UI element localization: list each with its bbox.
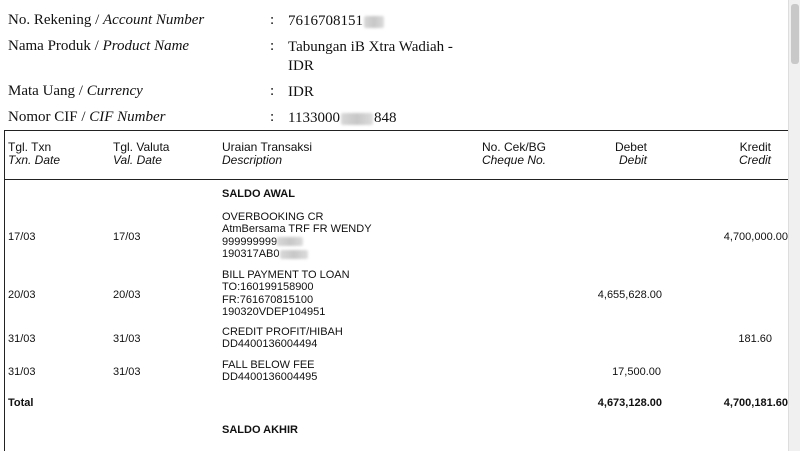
redacted-mask	[280, 250, 308, 259]
cif-number-value: 1133000 848	[288, 110, 397, 126]
description: FALL BELOW FEE DD4400136004495	[222, 359, 318, 384]
total-debit: 4,673,128.00	[597, 397, 662, 409]
txn-date: 20/03	[8, 289, 36, 301]
colon: :	[270, 83, 275, 99]
header-description: Uraian Transaksi Description	[222, 140, 313, 167]
account-info	[0, 0, 800, 130]
currency-value: IDR	[288, 84, 314, 100]
opening-balance-label: SALDO AWAL	[222, 188, 295, 200]
redacted-mask	[277, 237, 303, 246]
transactions-table	[0, 130, 800, 451]
account-number-value: 7616708151	[288, 12, 384, 31]
header-cheque-no: No. Cek/BG Cheque No.	[481, 140, 546, 167]
redacted-mask	[341, 113, 373, 125]
credit-amount: 181.60	[738, 333, 772, 345]
header-credit: Kredit Credit	[738, 140, 771, 167]
colon: :	[270, 109, 275, 125]
product-name-value: Tabungan iB Xtra Wadiah - IDR	[288, 39, 453, 74]
val-date: 31/03	[113, 333, 141, 345]
account-number-label: No. Rekening / Account Number	[8, 12, 205, 28]
debit-amount: 4,655,628.00	[597, 289, 662, 301]
total-label: Total	[8, 397, 34, 409]
header-txn-date: Tgl. Txn Txn. Date	[8, 140, 61, 167]
colon: :	[270, 38, 275, 54]
total-credit: 4,700,181.60	[723, 397, 788, 409]
val-date: 17/03	[113, 231, 141, 243]
txn-date: 17/03	[8, 231, 36, 243]
cif-number-label: Nomor CIF / CIF Number	[8, 109, 166, 125]
product-name-label: Nama Produk / Product Name	[8, 38, 190, 54]
credit-amount: 4,700,000.00	[723, 231, 788, 243]
redacted-mask	[364, 16, 384, 28]
description: BILL PAYMENT TO LOAN TO:160199158900 FR:761670815100 190320VDEP104951	[222, 269, 350, 319]
header-val-date: Tgl. Valuta Val. Date	[113, 140, 170, 167]
currency-label: Mata Uang / Currency	[8, 83, 143, 99]
header-debit: Debet Debit	[614, 140, 647, 167]
colon: :	[270, 12, 275, 28]
vertical-scrollbar[interactable]	[788, 0, 800, 451]
val-date: 20/03	[113, 289, 141, 301]
description: OVERBOOKING CR AtmBersama TRF FR WENDY 999999999 190317AB0	[222, 211, 372, 261]
header-separator	[4, 179, 796, 180]
txn-date: 31/03	[8, 366, 36, 378]
txn-date: 31/03	[8, 333, 36, 345]
val-date: 31/03	[113, 366, 141, 378]
description: CREDIT PROFIT/HIBAH DD4400136004494	[222, 326, 343, 351]
debit-amount: 17,500.00	[612, 366, 661, 378]
closing-balance-label: SALDO AKHIR	[222, 424, 298, 436]
scrollbar-thumb[interactable]	[791, 4, 799, 64]
table-border	[4, 130, 796, 131]
